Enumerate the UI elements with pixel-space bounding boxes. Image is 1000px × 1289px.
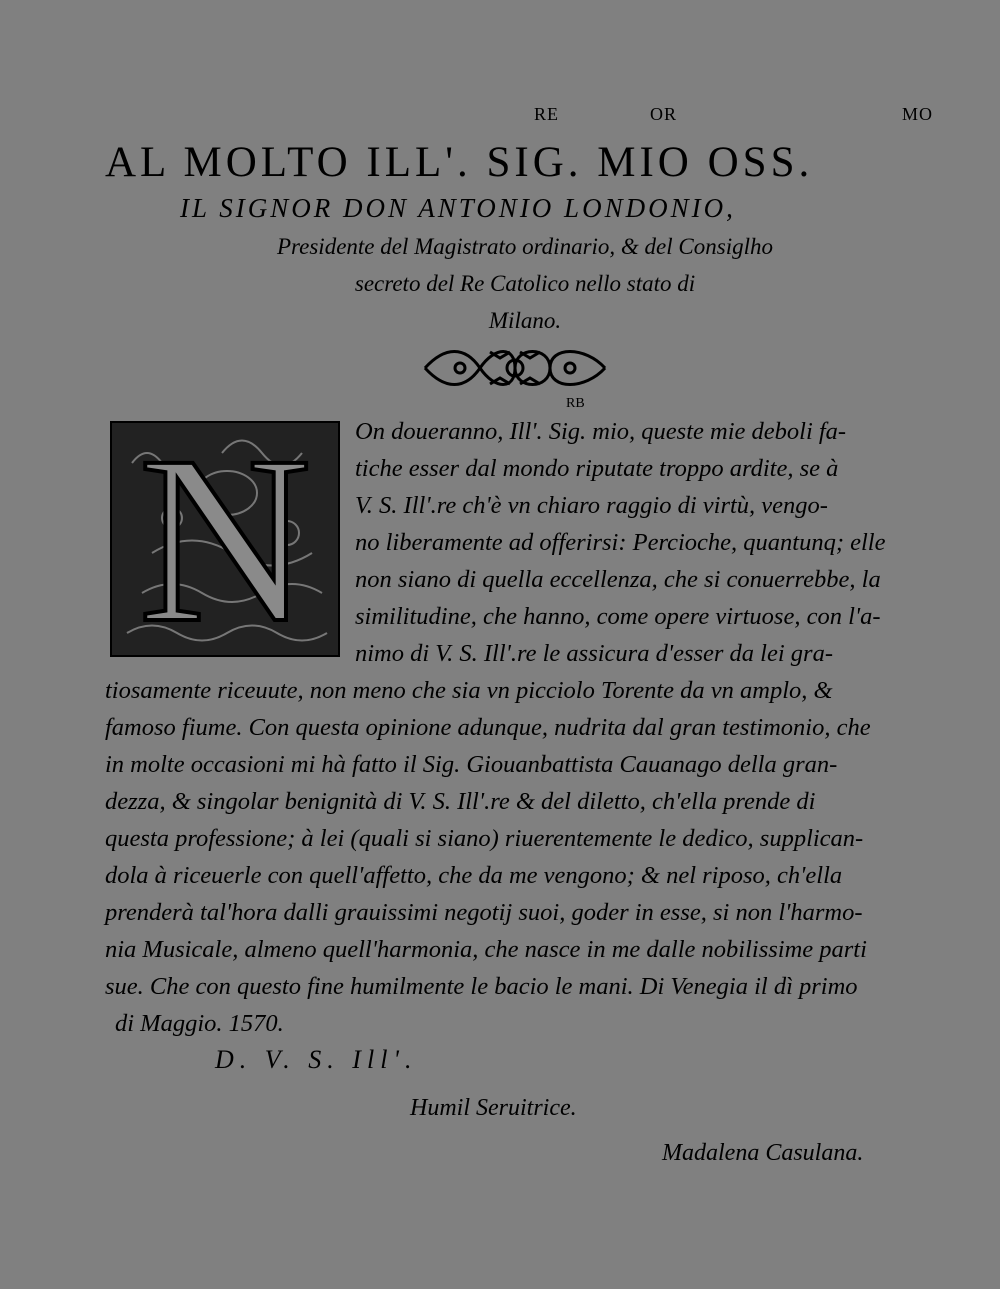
header-mark-1: RE	[534, 104, 560, 124]
dedication-line: Presidente del Magistrato ordinario, & del Consiglho	[277, 234, 773, 259]
header-mark-2: OR	[650, 104, 678, 124]
header-mark-3: MO	[902, 104, 934, 124]
ornament-mark: RB	[566, 396, 585, 411]
body-line: questa professione; à lei (quali si siano) riuerentemente le dedico, supplican-	[105, 825, 864, 852]
dedication-subtitle: IL SIGNOR DON ANTONIO LONDONIO,	[180, 193, 736, 223]
decorated-initial	[110, 421, 340, 657]
initial-letter: N	[138, 421, 312, 657]
dedication-block	[180, 228, 870, 339]
body-line: similitudine, che hanno, come opere virtuose, con l'a-	[355, 603, 881, 630]
body-line: no liberamente ad offerirsi: Percioche, quantunq; elle	[355, 529, 886, 556]
body-line: famoso fiume. Con questa opinione adunque, nudrita dal gran testimonio, che	[105, 714, 871, 741]
body-line: prenderà tal'hora dalli grauissimi negotij suoi, goder in esse, si non l'harmo-	[105, 899, 863, 926]
dedication-line: Milano.	[488, 308, 562, 333]
body-line: sue. Che con questo fine humilmente le bacio le mani. Di Venegia il dì primo	[105, 973, 858, 1000]
body-line: dola à riceuerle con quell'affetto, che da me vengono; & nel riposo, ch'ella	[105, 862, 843, 889]
body-line: tiosamente riceuute, non meno che sia vn picciolo Torente da vn amplo, &	[105, 677, 833, 704]
closing-salutation: D. V. S. Ill'.	[215, 1045, 418, 1074]
header-marks	[0, 104, 1000, 128]
body-line: dezza, & singolar benignità di V. S. Ill'.re & del diletto, ch'ella prende di	[105, 788, 816, 815]
body-line: nimo di V. S. Ill'.re le assicura d'esser da lei gra-	[355, 640, 833, 667]
dedication-title: AL MOLTO ILL'. SIG. MIO OSS.	[105, 139, 814, 186]
body-line: di Maggio. 1570.	[115, 1010, 284, 1037]
body-line: On doueranno, Ill'. Sig. mio, queste mie deboli fa-	[355, 418, 847, 445]
body-line: non siano di quella eccellenza, che si conuerrebbe, la	[355, 566, 881, 593]
body-line: nia Musicale, almeno quell'harmonia, che nasce in me dalle nobilissime parti	[105, 936, 867, 963]
dedication-line: secreto del Re Catolico nello stato di	[354, 271, 696, 296]
signature: Madalena Casulana.	[662, 1140, 864, 1166]
body-line: tiche esser dal mondo riputate troppo ardite, se à	[355, 455, 839, 482]
body-line: V. S. Ill'.re ch'è vn chiaro raggio di virtù, vengo-	[355, 492, 828, 519]
closing-title: Humil Seruitrice.	[410, 1095, 577, 1121]
ornament-icon	[420, 344, 610, 392]
body-line: in molte occasioni mi hà fatto il Sig. Giouanbattista Cauanago della gran-	[105, 751, 838, 778]
